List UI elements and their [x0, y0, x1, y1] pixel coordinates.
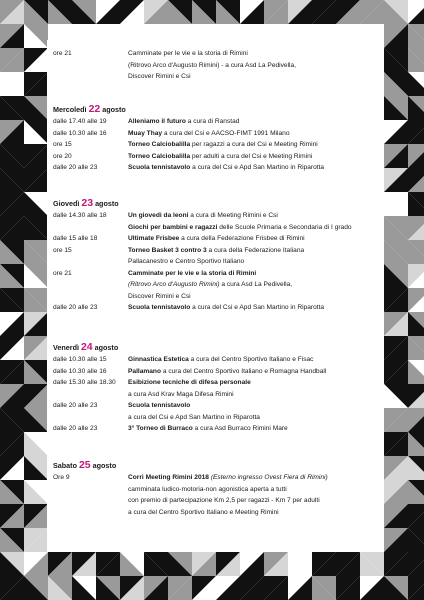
- event-row: [47, 495, 379, 507]
- event-row: [47, 412, 379, 424]
- event-row: [47, 472, 379, 484]
- event-detail: con premio di partecipazione Km 2,5 per ragazzi - Km 7 per adulti: [128, 497, 320, 504]
- event-desc: Discover Rimini e Csi: [128, 73, 191, 80]
- event-detail: a cura del Centro Sportivo Italiano e Romagna Handball: [160, 367, 327, 375]
- event-time: Ore 9: [53, 474, 70, 481]
- event-row: [47, 484, 379, 496]
- event-time: dalle 20 alle 23: [53, 304, 98, 311]
- event-desc: [128, 128, 290, 140]
- event-detail: a cura di Ranstad: [185, 118, 240, 125]
- event-time: dalle 20 alle 23: [53, 425, 98, 432]
- event-desc: [128, 377, 251, 389]
- month: agosto: [92, 461, 117, 470]
- event-title: Torneo Calciobalilla: [128, 141, 191, 148]
- event-desc: [128, 400, 190, 412]
- day-heading: [47, 102, 379, 116]
- event-detail: a cura del Centro Sportivo Italiano e Meeting Rimini: [128, 508, 279, 516]
- event-desc: [128, 507, 279, 519]
- day-heading-text: [53, 196, 119, 211]
- schedule-page: [47, 40, 379, 552]
- event-row: [47, 302, 379, 314]
- event-title: Torneo Calciobalilla: [128, 152, 191, 160]
- day-heading: [47, 196, 379, 210]
- event-row: [47, 366, 379, 378]
- event-desc: [128, 302, 324, 314]
- event-detail: Pallacanestro e Centro Sportivo Italiano: [128, 258, 245, 265]
- event-detail: a cura di Meeting Rimini e Csi: [188, 212, 278, 219]
- day-number: 24: [80, 341, 93, 353]
- event-row: [47, 233, 379, 245]
- event-detail: Discover Rimini e Csi: [128, 292, 191, 300]
- day-block-friday: [47, 340, 379, 435]
- event-row: [47, 389, 379, 401]
- event-desc: [128, 245, 304, 257]
- event-desc: [128, 472, 328, 484]
- event-time: dalle 10.30 alle 15: [53, 356, 107, 363]
- event-title: Giochi per bambini e ragazzi: [128, 223, 218, 231]
- event-time: ore 21: [53, 50, 72, 57]
- event-time: dalle 10.30 alle 16: [53, 129, 107, 137]
- event-desc: [128, 233, 305, 245]
- event-title: Scuola tennistavolo: [128, 402, 191, 409]
- day-heading-text: [53, 340, 118, 355]
- event-detail: a cura Asd Krav Maga Difesa Rimini: [128, 390, 234, 398]
- event-desc: (Ritrovo Arco d'Augusto Rimini) - a cura Asd La Pedivella,: [128, 61, 297, 69]
- event-time: dalle 10.30 alle 16: [53, 367, 107, 375]
- event-desc: [128, 210, 278, 222]
- day-heading: [47, 458, 379, 472]
- event-title: Scuola tennistavolo: [128, 304, 191, 311]
- event-row: [47, 245, 379, 257]
- day-number: 25: [78, 459, 91, 471]
- event-row: [47, 291, 379, 303]
- event-desc: [128, 139, 318, 151]
- event-desc: [128, 354, 313, 366]
- event-desc: [128, 389, 234, 401]
- event-detail: a cura Asd La Pedivella,: [219, 281, 293, 288]
- event-time: dalle 20 alle 23: [53, 164, 98, 171]
- event-row: [47, 507, 379, 519]
- event-row: [47, 222, 379, 234]
- event-desc: [128, 151, 312, 163]
- event-time: dalle 15 alle 18: [53, 235, 98, 242]
- event-row: [47, 377, 379, 389]
- event-detail: per ragazzi a cura del Csi e Meeting Rimini: [190, 141, 318, 148]
- month: agosto: [95, 199, 119, 208]
- weekday: Sabato: [53, 461, 77, 470]
- event-time: ore 15: [53, 141, 72, 148]
- event-desc: [128, 116, 239, 128]
- event-title: Scuola tennistavolo: [128, 164, 191, 171]
- event-row: [47, 423, 379, 435]
- event-time: dalle 17.40 alle 19: [53, 118, 107, 125]
- event-desc: [128, 162, 324, 174]
- event-detail: a cura del Csi e Apd San Martino in Riparotta: [128, 413, 260, 421]
- event-detail: per adulti a cura del Csi e Meeting Rimini: [190, 152, 313, 160]
- event-row: [47, 162, 379, 174]
- event-desc: [128, 268, 256, 280]
- day-block-saturday: [47, 458, 379, 518]
- event-row: [47, 71, 379, 83]
- event-title: 3° Torneo di Burraco: [128, 425, 193, 432]
- event-row: [47, 279, 379, 291]
- event-time: ore 20: [53, 152, 72, 160]
- event-title: Un giovedì da leoni: [128, 212, 189, 219]
- weekday: Giovedì: [53, 199, 80, 208]
- event-location: (Ritrovo Arco d'Augusto Rimini): [128, 281, 220, 288]
- event-title: Esibizione tecniche di difesa personale: [128, 379, 251, 386]
- weekday: Mercoledì: [53, 105, 87, 114]
- event-title: Muay Thay: [128, 129, 163, 137]
- event-desc: [128, 291, 191, 303]
- event-time: ore 15: [53, 246, 72, 254]
- event-detail: a cura della Federazione Italiana: [206, 246, 305, 254]
- event-desc: [128, 423, 288, 435]
- event-row: [47, 354, 379, 366]
- event-row: [47, 116, 379, 128]
- event-detail: a cura del Csi e AACSO-FIMT 1991 Milano: [162, 129, 290, 137]
- event-row: [47, 60, 379, 72]
- event-row: [47, 256, 379, 268]
- event-row: [47, 268, 379, 280]
- event-desc: [128, 279, 292, 291]
- day-heading-text: [53, 102, 126, 117]
- event-desc: [128, 256, 244, 268]
- event-desc: [128, 222, 352, 234]
- event-title: Camminate per le vie e la storia di Rimini: [128, 269, 257, 277]
- day-number: 22: [88, 103, 101, 115]
- day-heading: [47, 340, 379, 354]
- event-detail: a cura del Centro Sportivo Italiano e Fisac: [188, 356, 314, 363]
- event-location: (Esterno ingresso Ovest Fiera di Rimini): [208, 474, 328, 481]
- month: agosto: [94, 343, 119, 352]
- event-title: Ultimate Frisbee: [128, 235, 180, 242]
- event-detail: a cura Asd Burraco Rimini Mare: [192, 425, 288, 432]
- event-row: [47, 128, 379, 140]
- event-row: [47, 48, 379, 60]
- day-block-wednesday: [47, 102, 379, 174]
- intro-block: [47, 48, 379, 83]
- event-desc: [128, 484, 287, 496]
- event-row: [47, 139, 379, 151]
- event-row: [47, 151, 379, 163]
- month: agosto: [102, 105, 126, 114]
- event-detail: delle Scuole Primaria e Secondaria di I grado: [217, 223, 352, 231]
- event-time: ore 21: [53, 269, 72, 277]
- day-block-thursday: [47, 196, 379, 314]
- event-row: [47, 400, 379, 412]
- event-title: Torneo Basket 3 contro 3: [128, 246, 207, 254]
- weekday: Venerdì: [53, 343, 79, 352]
- event-row: [47, 210, 379, 222]
- day-heading-text: [53, 458, 116, 473]
- event-title: Pallamano: [128, 367, 161, 375]
- event-time: dalle 14.30 alle 18: [53, 212, 107, 219]
- event-title: Corri Meeting Rimini 2018: [128, 474, 209, 481]
- event-title: Alleniamo il futuro: [128, 118, 186, 125]
- event-title: Ginnastica Estetica: [128, 356, 189, 363]
- event-detail: a cura del Csi e Apd San Martino in Riparotta: [190, 164, 325, 171]
- event-desc: [128, 495, 320, 507]
- event-desc: Camminate per le vie e la storia di Rimini: [128, 50, 248, 57]
- event-detail: a cura della Federazione Frisbee di Rimini: [179, 235, 305, 242]
- event-time: dalle 20 alle 23: [53, 402, 98, 409]
- event-desc: [128, 366, 326, 378]
- event-time: dalle 15.30 alle 18.30: [53, 379, 116, 386]
- event-detail: camminata ludico-motoria-non agonistica aperta a tutti: [128, 485, 287, 493]
- day-number: 23: [81, 197, 94, 209]
- event-desc: [128, 412, 260, 424]
- event-detail: a cura del Csi e Apd San Martino in Riparotta: [190, 304, 325, 311]
